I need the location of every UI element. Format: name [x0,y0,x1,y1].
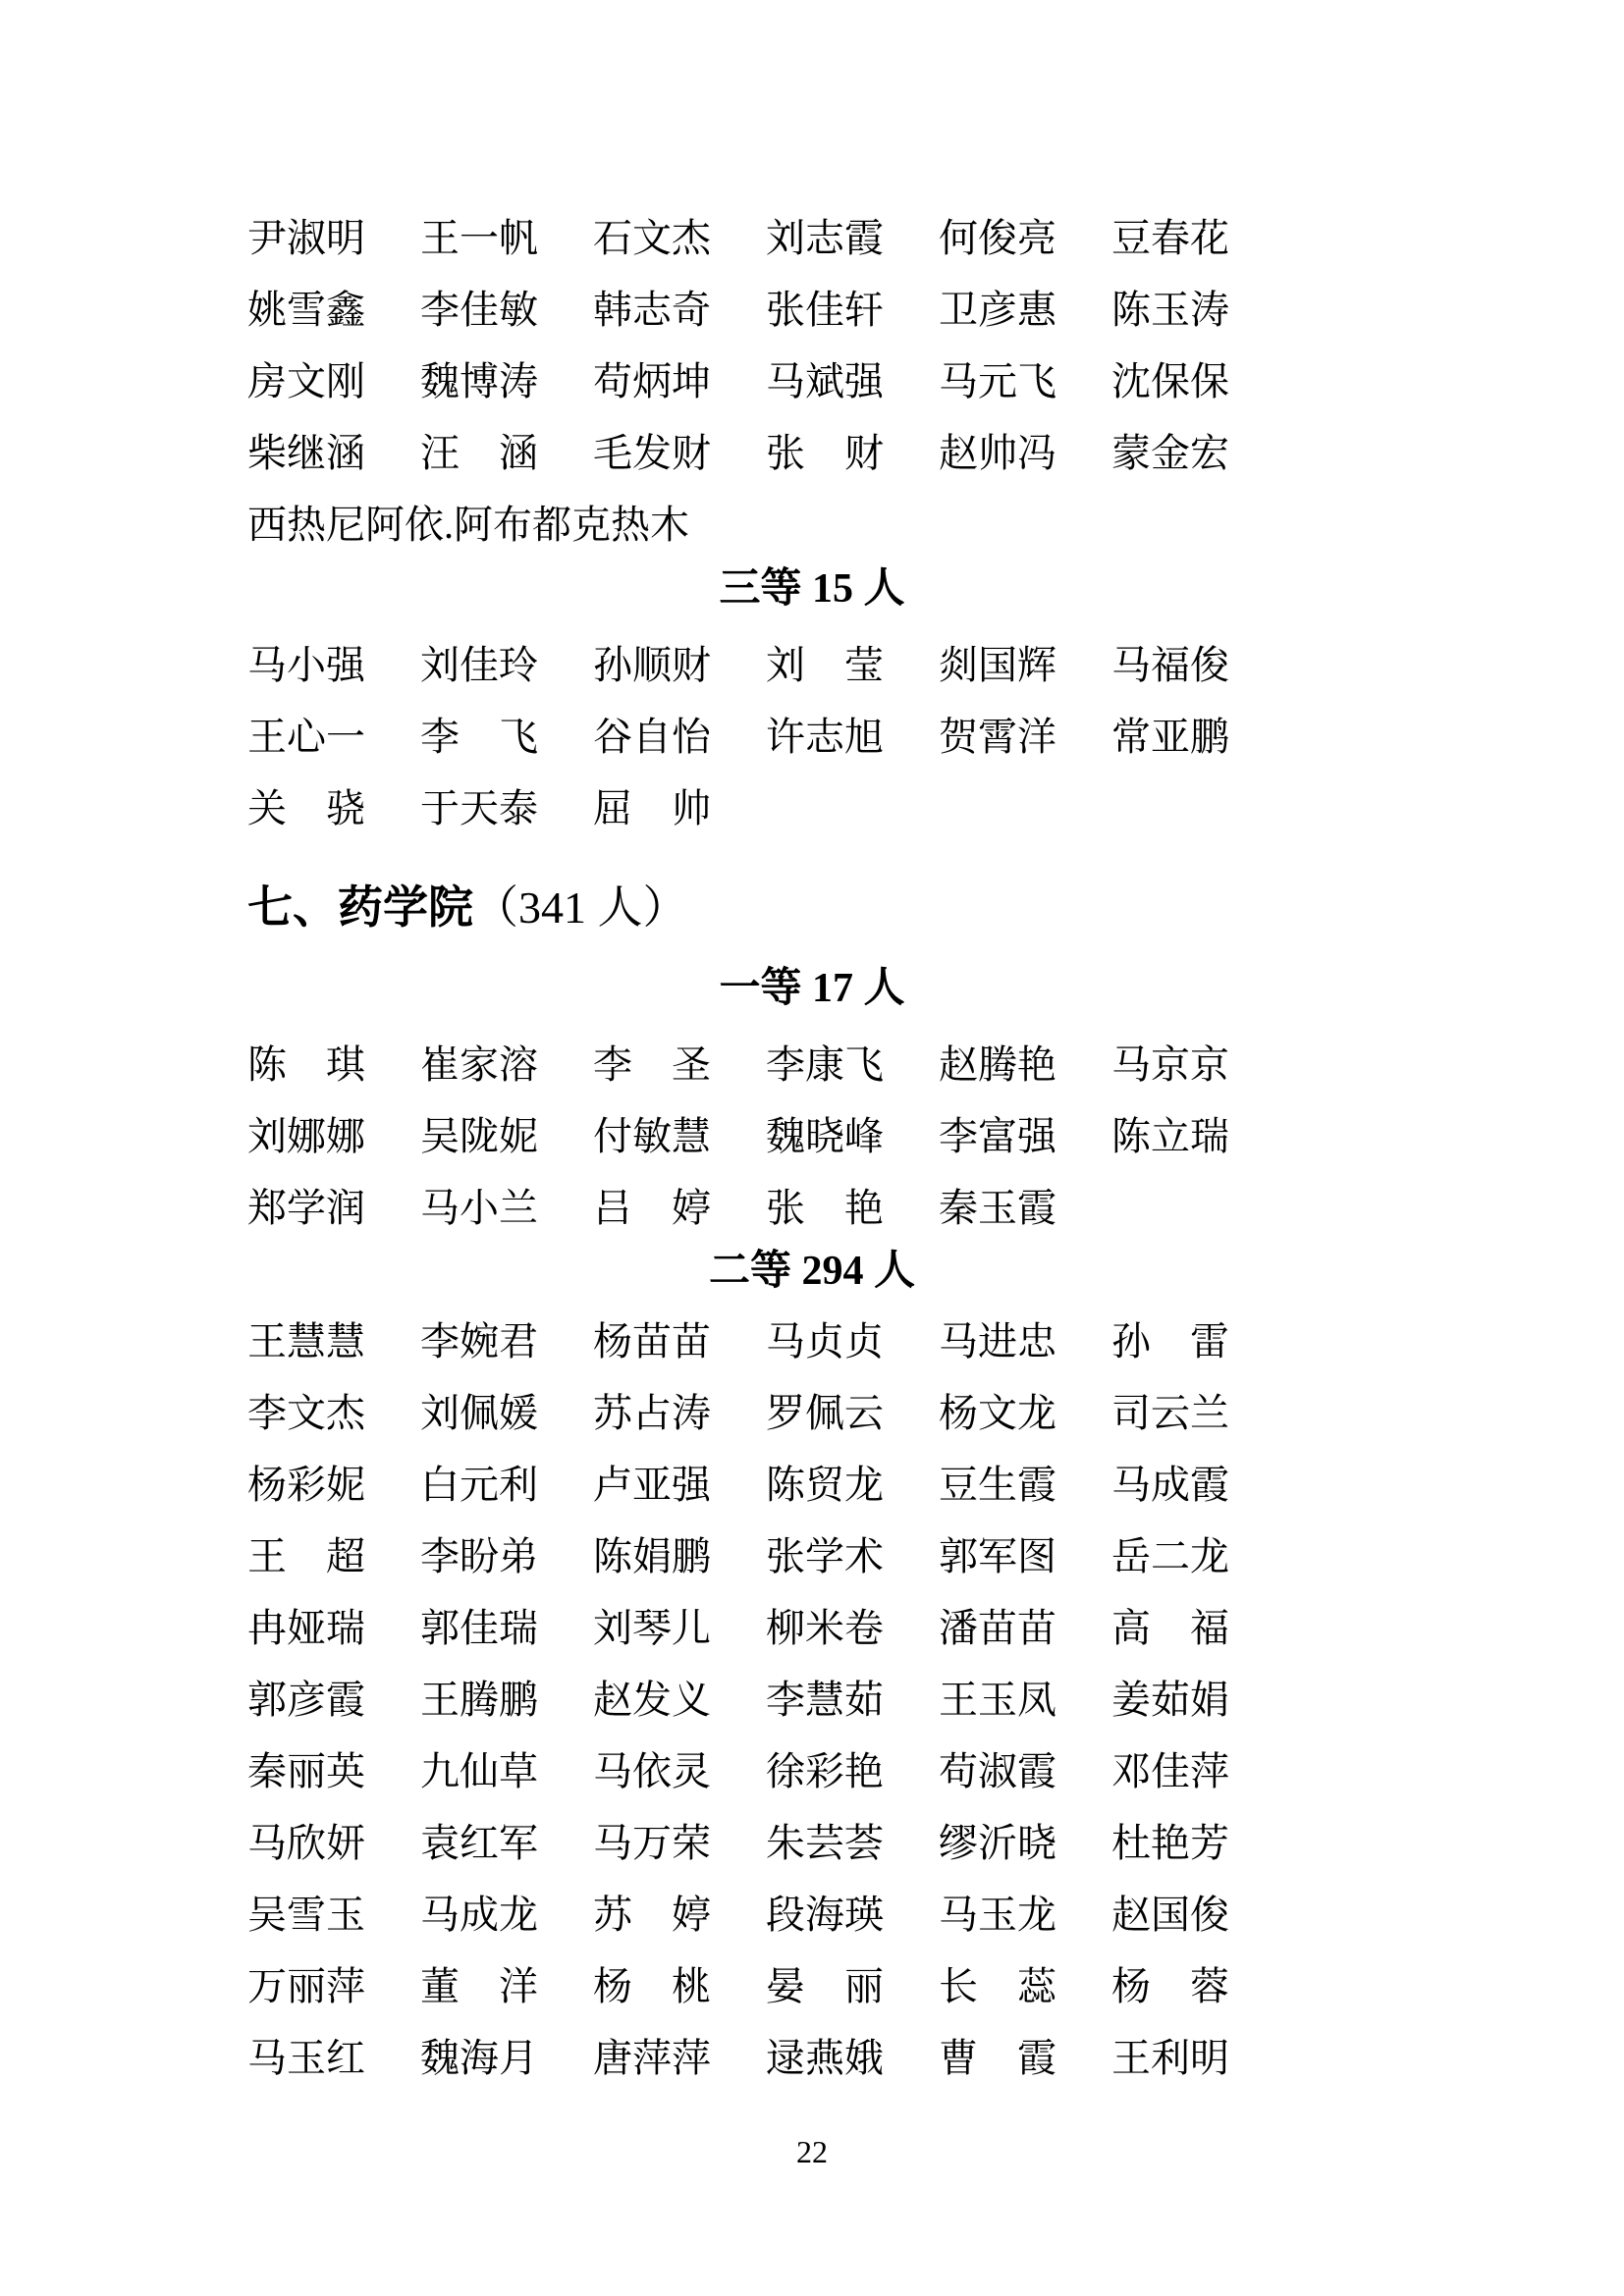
person-name: 豆生霞 [939,1463,1056,1507]
person-name: 何俊亮 [939,216,1056,260]
person-name: 于天泰 [420,786,538,830]
name-row [247,2022,1624,2094]
section-heading-count: （341 人） [473,882,688,933]
person-name: 刘佩媛 [420,1391,538,1435]
person-name: 马成龙 [420,1893,538,1937]
person-name: 长 蕊 [939,1964,1056,2008]
person-name: 韩志奇 [593,288,711,332]
person-name: 贺霄洋 [939,715,1056,759]
person-name: 苏占涛 [593,1391,711,1435]
person-name: 卢亚强 [593,1463,711,1507]
person-name: 张学术 [766,1534,884,1578]
person-name: 沈保保 [1111,359,1229,403]
person-name: 苏 婷 [593,1893,711,1937]
person-name: 秦丽英 [247,1749,365,1793]
person-name: 马小强 [247,643,365,687]
person-name: 陈玉涛 [1111,288,1229,332]
person-name: 高 福 [1111,1606,1229,1650]
person-name: 马斌强 [766,359,884,403]
person-name: 李慧茹 [766,1678,884,1722]
person-name: 毛发财 [593,431,711,475]
person-name: 陈贸龙 [766,1463,884,1507]
person-name: 朱芸荟 [766,1821,884,1865]
name-row [247,1807,1624,1879]
person-name: 赵帅冯 [939,431,1056,475]
person-name: 李康飞 [766,1042,884,1087]
person-name: 杨苗苗 [593,1319,711,1363]
person-name: 罗佩云 [766,1391,884,1435]
name-row [247,1100,1624,1172]
person-name: 谷自怡 [593,715,711,759]
person-name: 司云兰 [1111,1391,1229,1435]
person-name: 潘苗苗 [939,1606,1056,1650]
person-name: 苟炳坤 [593,359,711,403]
person-name: 曹 霞 [939,2036,1056,2080]
name-row [247,1172,1624,1244]
name-row [247,1664,1624,1735]
person-name: 付敏慧 [593,1114,711,1158]
person-name: 苟淑霞 [939,1749,1056,1793]
name-list-block [247,629,1624,844]
person-name: 西热尼阿依.阿布都克热木 [247,503,689,547]
name-row [247,629,1624,701]
person-name: 李盼弟 [420,1534,538,1578]
person-name: 晏 丽 [766,1964,884,2008]
name-row [247,202,1624,274]
name-row [247,1879,1624,1950]
person-name: 李佳敏 [420,288,538,332]
person-name: 王心一 [247,715,365,759]
person-name: 刘 莹 [766,643,884,687]
person-name: 徐彩艳 [766,1749,884,1793]
person-name: 吴雪玉 [247,1893,365,1937]
person-name: 魏博涛 [420,359,538,403]
person-name: 常亚鹏 [1111,715,1229,759]
name-row [247,773,1624,844]
name-row [247,1521,1624,1592]
name-row [247,1950,1624,2022]
person-name: 白元利 [420,1463,538,1507]
grade-heading: 二等 294 人 [708,1249,915,1294]
person-name: 杨彩妮 [247,1463,365,1507]
person-name: 杨文龙 [939,1391,1056,1435]
grade-heading: 三等 15 人 [719,566,905,612]
person-name: 马京京 [1111,1042,1229,1087]
person-name: 马小兰 [420,1186,538,1230]
person-name: 马欣妍 [247,1821,365,1865]
person-name: 石文杰 [593,216,711,260]
person-name: 李富强 [939,1114,1056,1158]
person-name: 吕 婷 [593,1186,711,1230]
person-name: 陈娟鹏 [593,1534,711,1578]
person-name: 王慧慧 [247,1319,365,1363]
name-row [247,1735,1624,1807]
person-name: 魏海月 [420,2036,538,2080]
person-name: 马依灵 [593,1749,711,1793]
person-name: 董 洋 [420,1964,538,2008]
person-name: 蒙金宏 [1111,431,1229,475]
name-row [247,417,1624,489]
name-list-block [247,202,1624,561]
person-name: 郭彦霞 [247,1678,365,1722]
person-name: 王玉凤 [939,1678,1056,1722]
person-name: 唐萍萍 [593,2036,711,2080]
person-name: 王腾鹏 [420,1678,538,1722]
person-name: 崔家溶 [420,1042,538,1087]
person-name: 汪 涵 [420,431,538,475]
name-row [247,274,1624,346]
person-name: 刘佳玲 [420,643,538,687]
person-name: 王 超 [247,1534,365,1578]
name-list-block [247,1029,1624,1244]
name-row [247,346,1624,417]
person-name: 郭军图 [939,1534,1056,1578]
person-name: 孙 雷 [1111,1319,1229,1363]
name-row [247,1449,1624,1521]
person-name: 李文杰 [247,1391,365,1435]
person-name: 陈 琪 [247,1042,365,1087]
name-row [247,1306,1624,1377]
name-list-block [247,1306,1624,2094]
person-name: 姚雪鑫 [247,288,365,332]
person-name: 段海瑛 [766,1893,884,1937]
person-name: 冉娅瑞 [247,1606,365,1650]
person-name: 九仙草 [420,1749,538,1793]
person-name: 王利明 [1111,2036,1229,2080]
person-name: 剡国辉 [939,643,1056,687]
person-name: 缪沂晓 [939,1821,1056,1865]
person-name: 杨 桃 [593,1964,711,2008]
person-name: 袁红军 [420,1821,538,1865]
person-name: 马万荣 [593,1821,711,1865]
person-name: 郭佳瑞 [420,1606,538,1650]
person-name: 马成霞 [1111,1463,1229,1507]
person-name: 屈 帅 [593,786,711,830]
person-name: 马福俊 [1111,643,1229,687]
name-row [247,489,1624,561]
person-name: 李 圣 [593,1042,711,1087]
name-row [247,1592,1624,1664]
section-heading-title: 七、药学院 [247,882,473,933]
person-name: 赵发义 [593,1678,711,1722]
person-name: 杜艳芳 [1111,1821,1229,1865]
person-name: 刘志霞 [766,216,884,260]
person-name: 王一帆 [420,216,538,260]
person-name: 马贞贞 [766,1319,884,1363]
person-name: 刘娜娜 [247,1114,365,1158]
person-name: 赵腾艳 [939,1042,1056,1087]
section-heading [247,869,688,947]
page-number: 22 [796,2134,828,2169]
person-name: 马玉红 [247,2036,365,2080]
person-name: 李婉君 [420,1319,538,1363]
person-name: 陈立瑞 [1111,1114,1229,1158]
person-name: 秦玉霞 [939,1186,1056,1230]
person-name: 刘琴儿 [593,1606,711,1650]
person-name: 姜茹娟 [1111,1678,1229,1722]
person-name: 马元飞 [939,359,1056,403]
person-name: 郑学润 [247,1186,365,1230]
person-name: 马玉龙 [939,1893,1056,1937]
person-name: 房文刚 [247,359,365,403]
person-name: 吴陇妮 [420,1114,538,1158]
person-name: 岳二龙 [1111,1534,1229,1578]
person-name: 柳米卷 [766,1606,884,1650]
person-name: 万丽萍 [247,1964,365,2008]
person-name: 柴继涵 [247,431,365,475]
name-row [247,1029,1624,1100]
person-name: 赵国俊 [1111,1893,1229,1937]
person-name: 卫彦惠 [939,288,1056,332]
person-name: 邓佳萍 [1111,1749,1229,1793]
person-name: 张佳轩 [766,288,884,332]
person-name: 张 财 [766,431,884,475]
person-name: 魏晓峰 [766,1114,884,1158]
person-name: 逯燕娥 [766,2036,884,2080]
name-row [247,1377,1624,1449]
person-name: 李 飞 [420,715,538,759]
person-name: 尹淑明 [247,216,365,260]
person-name: 张 艳 [766,1186,884,1230]
grade-heading: 一等 17 人 [719,966,905,1011]
person-name: 许志旭 [766,715,884,759]
person-name: 杨 蓉 [1111,1964,1229,2008]
person-name: 豆春花 [1111,216,1229,260]
name-row [247,701,1624,773]
person-name: 马进忠 [939,1319,1056,1363]
person-name: 孙顺财 [593,643,711,687]
person-name: 关 骁 [247,786,365,830]
